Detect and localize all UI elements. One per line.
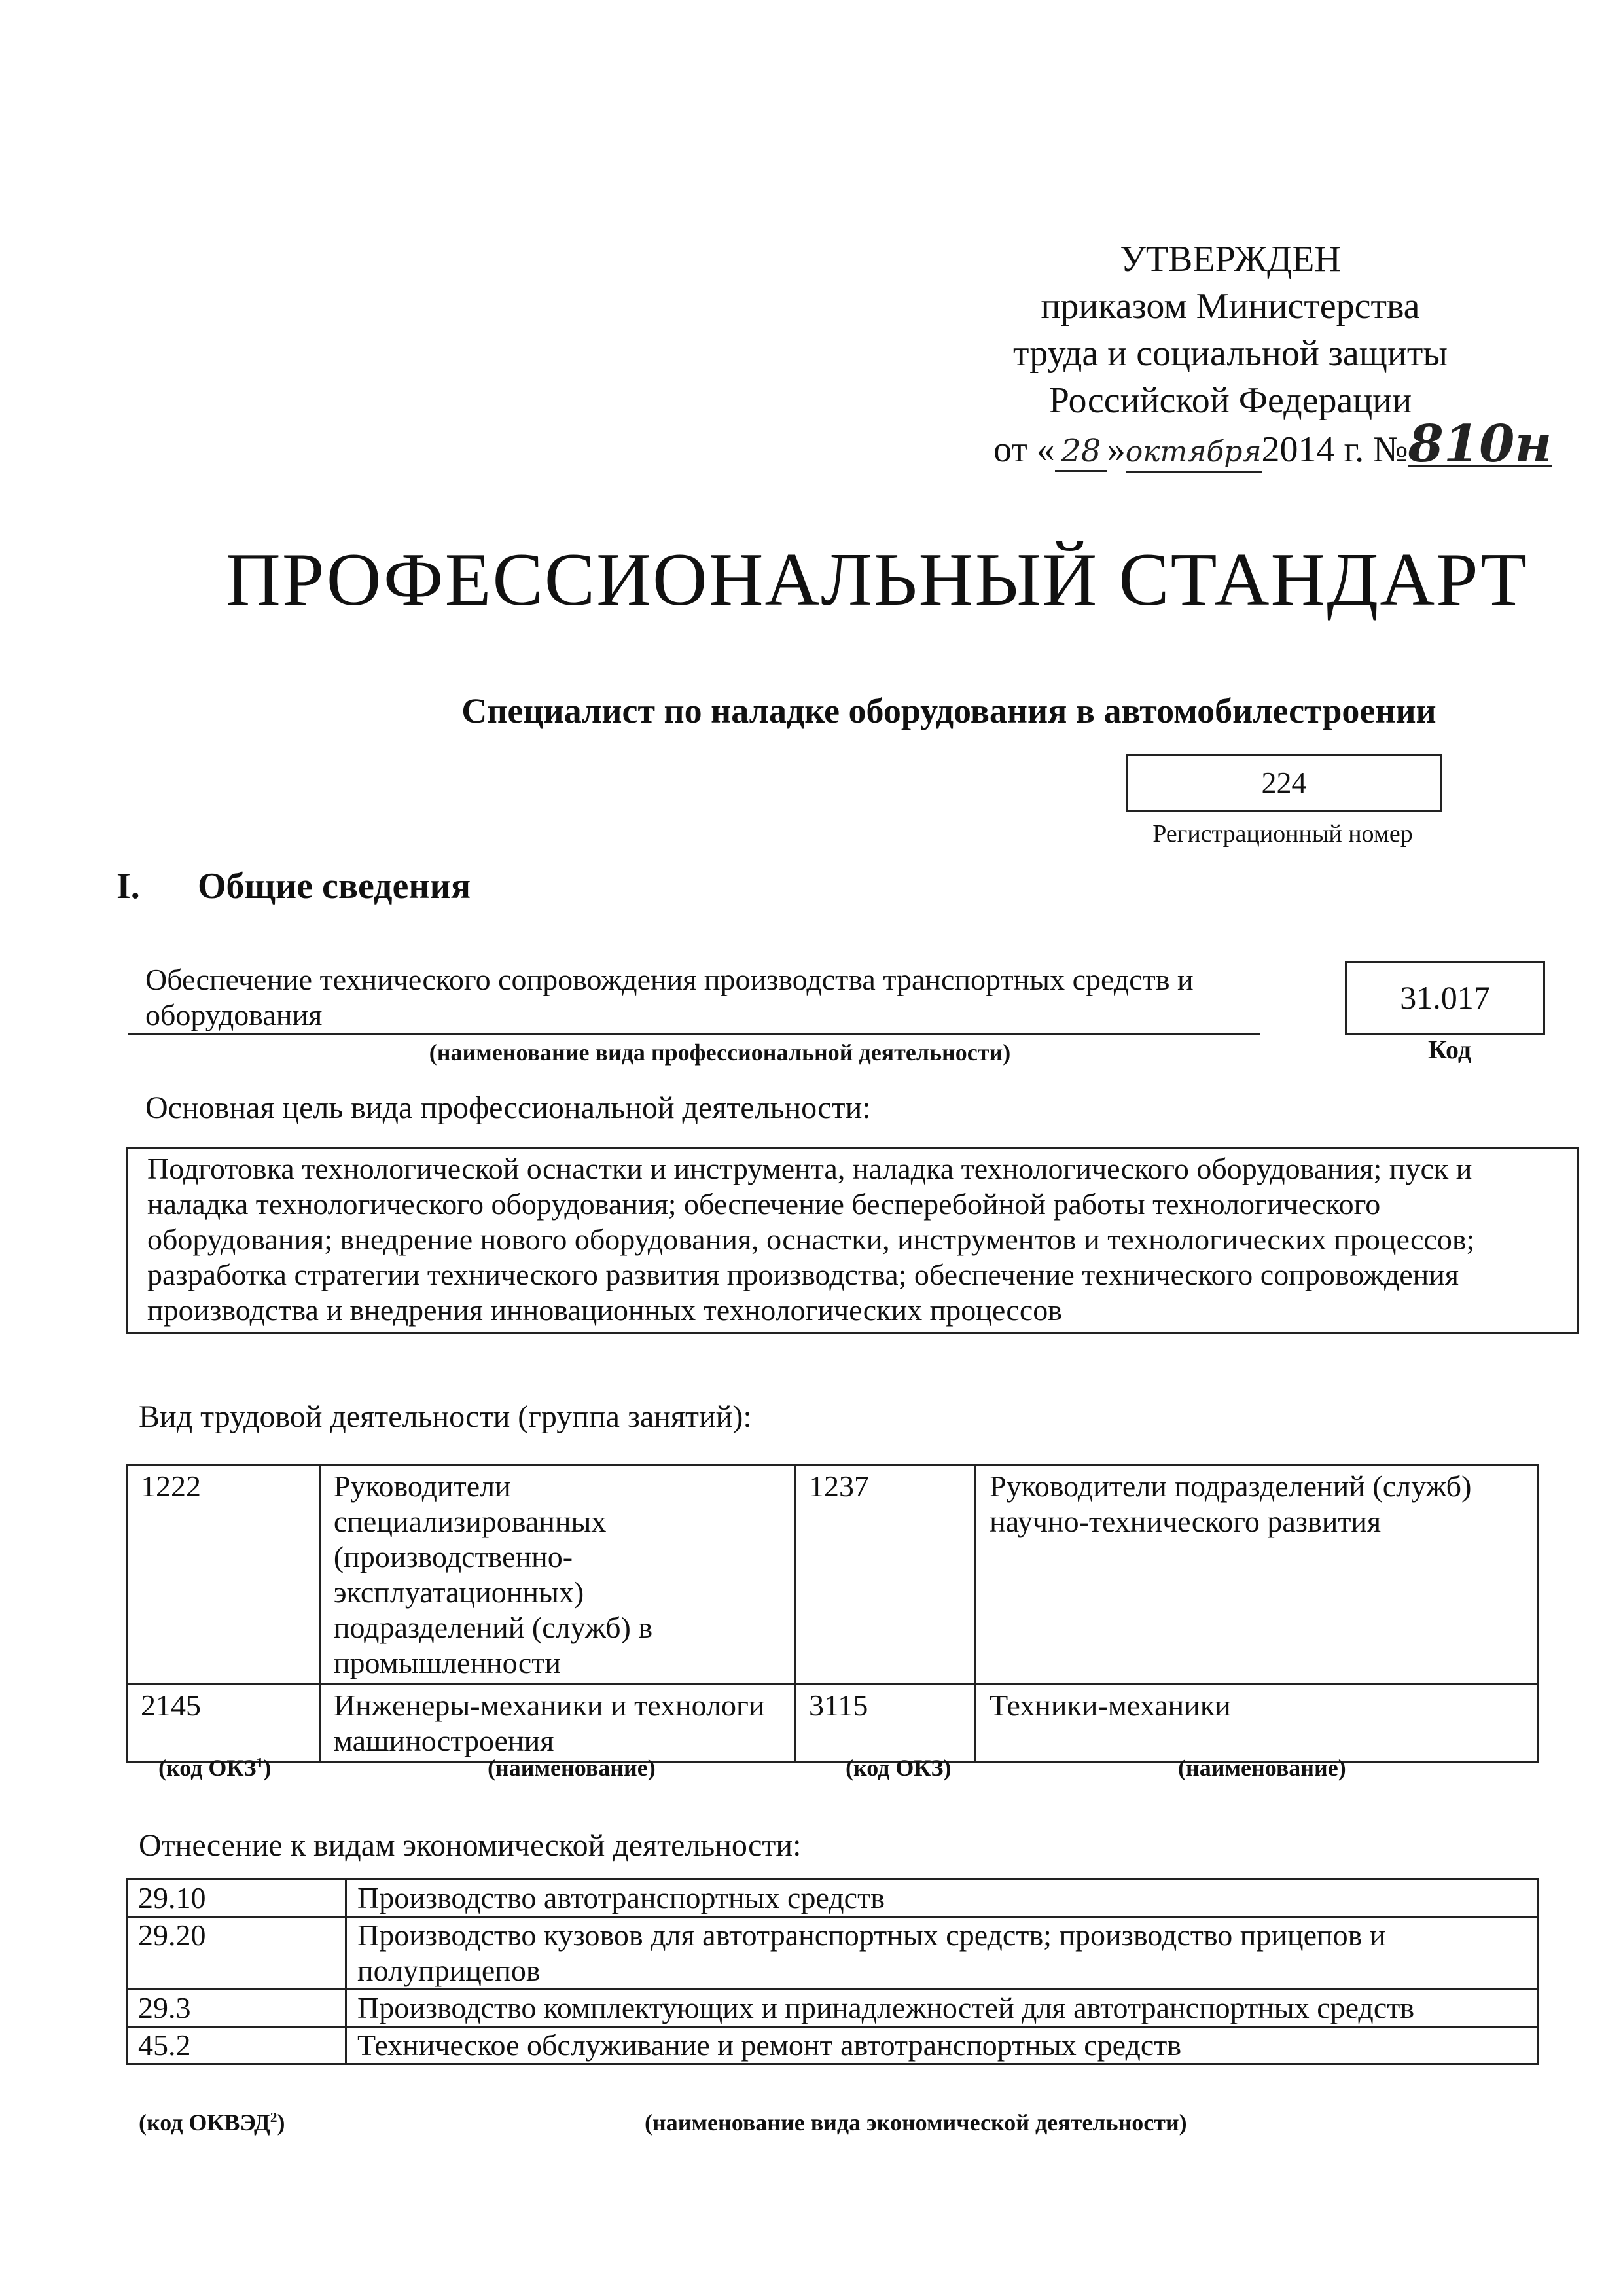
okved-code-cell: 29.10: [127, 1880, 346, 1917]
approval-date-line: [903, 414, 1558, 474]
footnote-mark: 2: [270, 2109, 277, 2125]
okz-code-cell: 1237: [795, 1465, 976, 1685]
section-heading: [116, 865, 471, 907]
handwritten-month: октября: [1126, 433, 1262, 473]
section-number: I.: [116, 866, 140, 906]
approval-title: УТВЕРЖДЕН: [1120, 239, 1341, 279]
okz-name-caption-1: (наименование): [488, 1755, 656, 1781]
occupations-label: Вид трудовой деятельности (группа занятий):: [139, 1399, 752, 1434]
okz-code-cell: 3115: [795, 1685, 976, 1763]
approval-line-1: приказом Министерства: [1041, 286, 1420, 327]
footnote-mark: 1: [256, 1755, 264, 1770]
okz-name-cell: Руководители специализированных (производственно-эксплуатационных) подразделений (служб) в промышленности: [319, 1465, 794, 1685]
registration-number-box: 224: [1126, 754, 1442, 812]
section-title: Общие сведения: [198, 866, 471, 906]
economic-label: Отнесение к видам экономической деятельности:: [139, 1828, 802, 1863]
table-row: [127, 1990, 1539, 2027]
caption-text: (код ОКЗ: [158, 1755, 257, 1781]
activity-code-box: 31.017: [1345, 961, 1545, 1035]
table-row: [127, 2027, 1539, 2064]
goal-box: Подготовка технологической оснастки и инструмента, наладка технологического оборудования; пуск и наладка технологического оборудования; обеспечение бесперебойной работы технологического оборудования; внедрение нового оборудования, оснастки, инструментов и технологических процессов; разработка стратегии технического развития производства; обеспечение технического сопровождения производства и внедрения инновационных технологических процессов: [126, 1147, 1579, 1334]
okved-name-cell: Техническое обслуживание и ремонт автотранспортных средств: [346, 2027, 1539, 2064]
caption-end: ): [263, 1755, 272, 1781]
registration-number-caption: Регистрационный номер: [1152, 820, 1413, 848]
activity-caption: (наименование вида профессиональной деятельности): [429, 1039, 1011, 1066]
okved-name-cell: Производство комплектующих и принадлежностей для автотранспортных средств: [346, 1990, 1539, 2027]
approval-line-2: труда и социальной защиты: [1013, 333, 1448, 374]
approval-block: [903, 236, 1558, 473]
occupations-table: [126, 1464, 1539, 1763]
okz-name-cell: Инженеры-механики и технологи машиностроения: [319, 1685, 794, 1763]
economic-table: [126, 1878, 1539, 2065]
date-year: 2014 г. №: [1261, 429, 1408, 470]
okved-code-caption: [139, 2109, 285, 2136]
okz-name-cell: Руководители подразделений (служб) научно-технического развития: [976, 1465, 1539, 1685]
okz-name-cell: Техники-механики: [976, 1685, 1539, 1763]
handwritten-order-number: 810н: [1408, 414, 1552, 474]
table-row: [127, 1880, 1539, 1917]
handwritten-day: 28: [1055, 432, 1107, 472]
standard-subtitle: Специалист по наладке оборудования в автомобилестроении: [461, 691, 1436, 730]
table-row: [127, 1917, 1539, 1990]
okz-code-cell: 2145: [127, 1685, 320, 1763]
table-row: [127, 1685, 1539, 1763]
okved-name-cell: Производство кузовов для автотранспортных средств; производство прицепов и полуприцепов: [346, 1917, 1539, 1990]
activity-code-caption: Код: [1427, 1035, 1472, 1064]
okz-name-caption-2: (наименование): [1178, 1755, 1346, 1781]
table-row: [127, 1465, 1539, 1685]
goal-label: Основная цель вида профессиональной деятельности:: [145, 1090, 871, 1125]
okved-name-caption: (наименование вида экономической деятельности): [645, 2109, 1187, 2136]
okved-name-cell: Производство автотранспортных средств: [346, 1880, 1539, 1917]
okz-code-caption-1: [158, 1754, 271, 1782]
okz-code-caption-2: (код ОКЗ): [846, 1755, 952, 1781]
okved-code-cell: 29.20: [127, 1917, 346, 1990]
approval-line-3: Российской Федерации: [1048, 380, 1412, 421]
caption-text: (код ОКВЭД: [139, 2109, 270, 2136]
activity-name: Обеспечение технического сопровождения производства транспортных средств и оборудования: [145, 963, 1194, 1031]
date-prefix: от «: [993, 429, 1055, 470]
okved-code-cell: 45.2: [127, 2027, 346, 2064]
caption-end: ): [277, 2109, 285, 2136]
date-mid: »: [1107, 429, 1126, 470]
page-title: ПРОФЕССИОНАЛЬНЫЙ СТАНДАРТ: [226, 538, 1528, 622]
okved-code-cell: 29.3: [127, 1990, 346, 2027]
okz-code-cell: 1222: [127, 1465, 320, 1685]
activity-underline: [128, 1033, 1260, 1035]
